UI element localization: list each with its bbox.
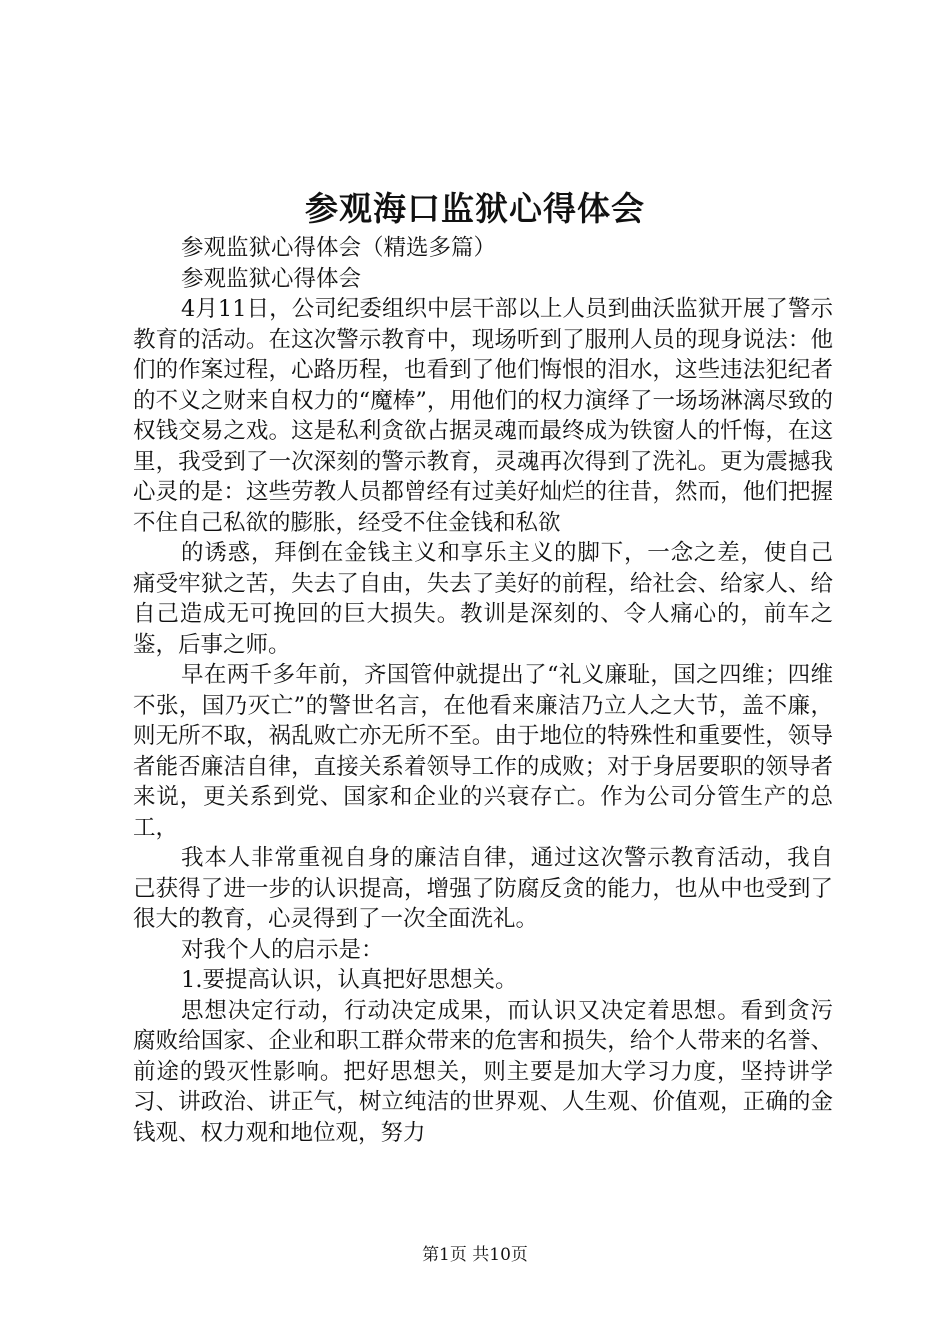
- paragraph: 对我个人的启示是：: [181, 936, 384, 963]
- document-body: [133, 233, 833, 1148]
- paragraph: 我本人非常重视自身的廉洁自律，通过这次警示教育活动，我自己获得了进一步的认识提高，增强了防腐反贪的能力，也从中也受到了很大的教育，心灵得到了一次全面洗礼。: [133, 845, 833, 932]
- paragraph: 思想决定行动，行动决定成果，而认识又决定着思想。看到贪污腐败给国家、企业和职工群众带来的危害和损失，给个人带来的名誉、前途的毁灭性影响。把好思想关，则主要是加大学习力度，坚持讲学习、讲政治、讲正气，树立纯洁的世界观、人生观、价值观，正确的金钱观、权力观和地位观，努力: [133, 997, 833, 1146]
- paragraph: 4月11日，公司纪委组织中层干部以上人员到曲沃监狱开展了警示教育的活动。在这次警示教育中，现场听到了服刑人员的现身说法：他们的作案过程，心路历程，也看到了他们悔恨的泪水，这些违法犯纪者的不义之财来自权力的“魔棒”，用他们的权力演绎了一场场淋漓尽致的权钱交易之戏。这是私利贪欲占据灵魂而最终成为铁窗人的忏悔，在这里，我受到了一次深刻的警示教育，灵魂再次得到了洗礼。更为震撼我心灵的是：这些劳教人员都曾经有过美好灿烂的往昔，然而，他们把握不住自己私欲的膨胀，经受不住金钱和私欲: [133, 296, 833, 536]
- paragraph-heading: 参观监狱心得体会: [181, 265, 362, 292]
- paragraph-subtitle: 参观监狱心得体会（精选多篇）: [181, 235, 497, 261]
- document-title: 参观海口监狱心得体会: [305, 189, 645, 228]
- paragraph: 1.要提高认识，认真把好思想关。: [181, 967, 518, 993]
- page-footer: 第1页 共10页: [422, 1245, 528, 1265]
- paragraph: 早在两千多年前，齐国管仲就提出了“礼义廉耻，国之四维；四维不张，国乃灭亡”的警世名言，在他看来廉洁乃立人之大节，盖不廉，则无所不取，祸乱败亡亦无所不至。由于地位的特殊性和重要性，领导者能否廉洁自律，直接关系着领导工作的成败；对于身居要职的领导者来说，更关系到党、国家和企业的兴衰存亡。作为公司分管生产的总工，: [133, 662, 833, 841]
- paragraph: 的诱惑，拜倒在金钱主义和享乐主义的脚下，一念之差，使自己痛受牢狱之苦，失去了自由，失去了美好的前程，给社会、给家人、给自己造成无可挽回的巨大损失。教训是深刻的、令人痛心的，前车之鉴，后事之师。: [133, 540, 833, 658]
